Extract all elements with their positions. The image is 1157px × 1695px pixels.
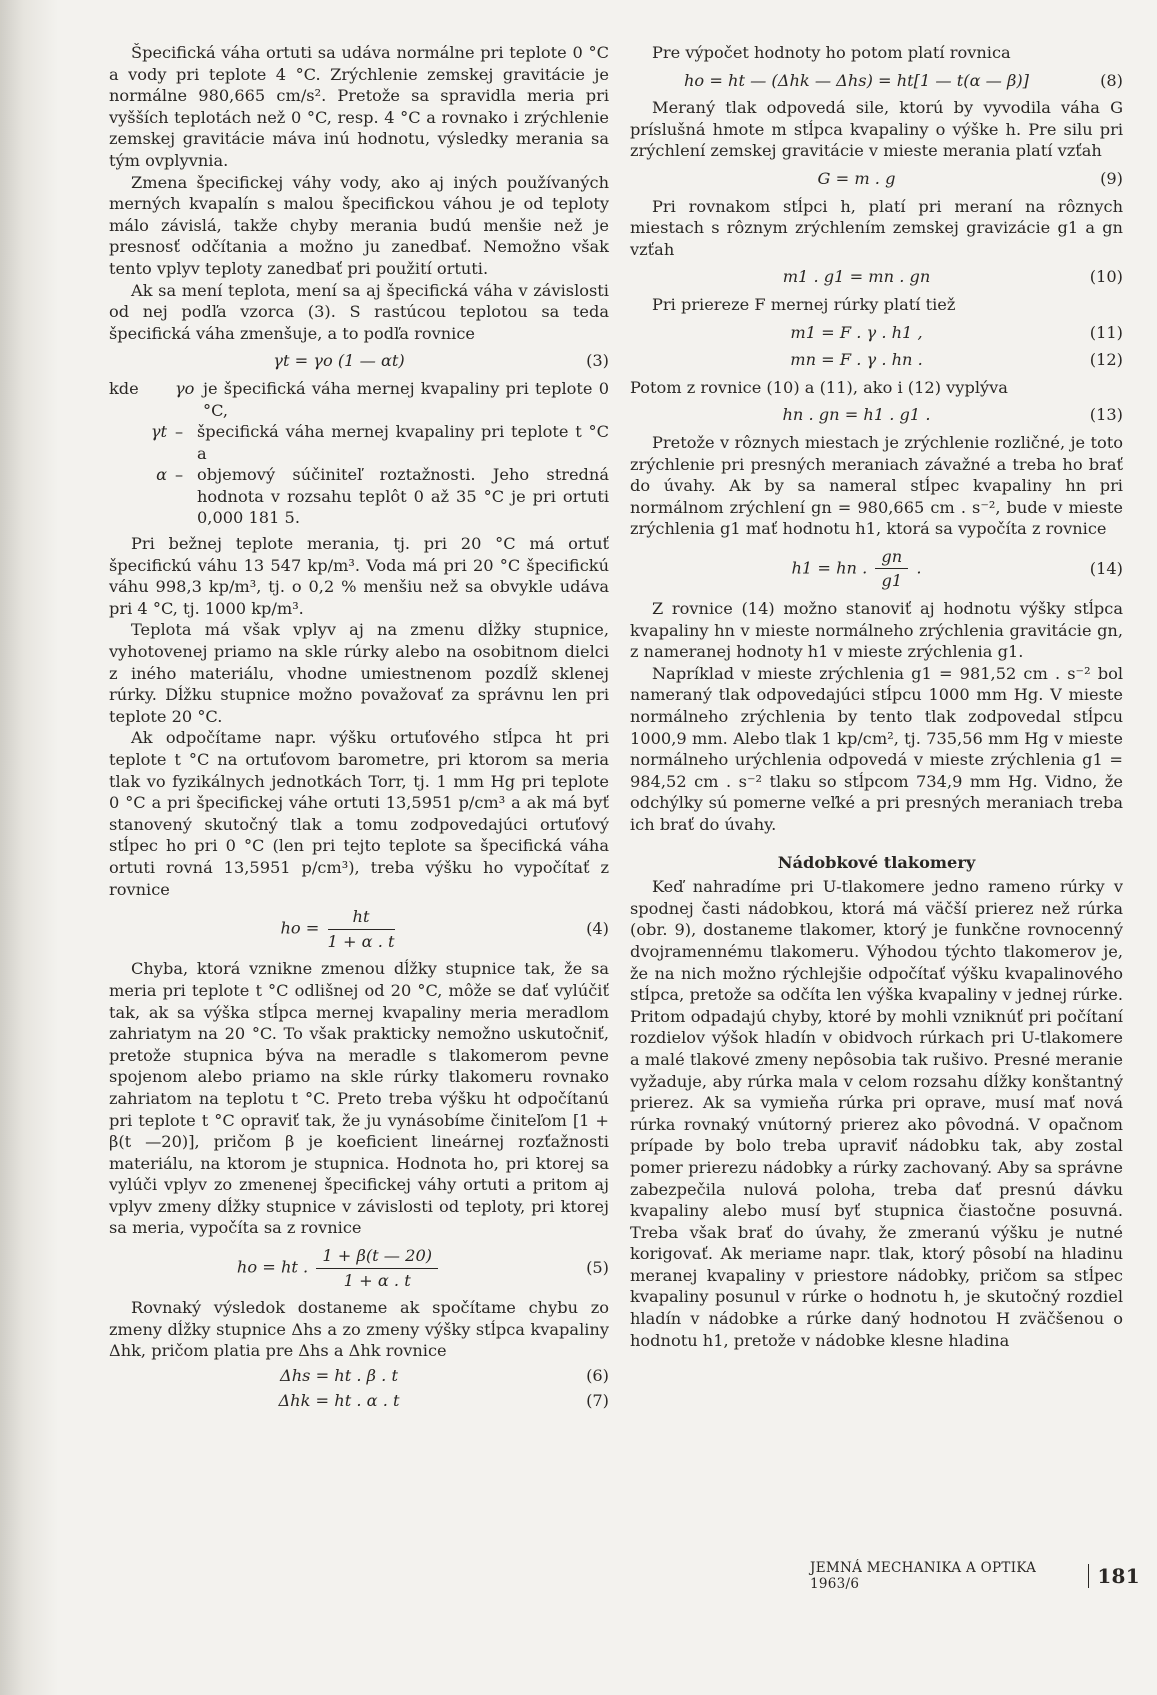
paragraph: Teplota má však vplyv aj na zmenu dĺžky stupnice, vyhotovenej priamo na skle rúrky alebo na osobitnom dielci z iného materiálu, vhodne umiestnenom pozdĺž sklenej rúrky. Dĺžku stupnice možno považovať za správnu len pri teplote 20 °C. bbox=[109, 620, 609, 726]
equation-9 bbox=[630, 168, 1123, 190]
equation-body: γt = γo (1 — αt) bbox=[273, 351, 405, 371]
equation-14 bbox=[630, 546, 1123, 592]
equation-number: (12) bbox=[1089, 350, 1123, 370]
equation-number: (14) bbox=[1089, 559, 1123, 579]
paragraph: Zmena špecifickej váhy vody, ako aj iných používaných merných kvapalín s malou špecifickou váhou je od teploty málo závislá, takže chyby merania budú menšie než je presnosť odčítania a možno ju zanedbať. Nemožno však tento vplyv teploty zanedbať pri použití ortuti. bbox=[109, 172, 609, 278]
paragraph: Pri priereze F mernej rúrky platí tiež bbox=[652, 294, 956, 314]
paragraph: Pre výpočet hodnoty ho potom platí rovnica bbox=[652, 43, 1011, 62]
paragraph: Pri rovnakom stĺpci h, platí pri meraní na rôznych miestach s rôznym zrýchlením zemskej gravizácie g1 a gn vzťah bbox=[630, 196, 1123, 259]
equation-body: m1 . g1 = mn . gn bbox=[782, 267, 931, 287]
fraction-numerator: 1 + β(t — 20) bbox=[316, 1245, 438, 1269]
paragraph: Rovnaký výsledok dostaneme ak spočítame chybu zo zmeny dĺžky stupnice Δhs a zo zmeny výšky stĺpca kvapaliny Δhk, pričom platia pre Δhs a Δhk rovnice bbox=[109, 1298, 609, 1361]
footer-divider bbox=[1088, 1564, 1089, 1588]
equation-number: (3) bbox=[586, 351, 609, 371]
page-binding-shadow bbox=[0, 0, 58, 1695]
definition-text: špecifická váha mernej kvapaliny pri teplote t °C a bbox=[197, 422, 609, 463]
paragraph: Špecifická váha ortuti sa udáva normálne pri teplote 0 °C a vody pri teplote 4 °C. Zrýchlenie zemskej gravitácie je normálne 980,665 cm/s². Pretože sa spravidla meria pri vyšších teplotách než 0 °C, resp. 4 °C a rovnako i zrýchlenie zemskej gravitácie máva inú hodnotu, výsledky merania sa tým ovplyvnia. bbox=[109, 43, 609, 170]
equation-body: hn . gn = h1 . g1 . bbox=[782, 405, 931, 425]
definition-dash: – bbox=[175, 465, 184, 485]
equation-8 bbox=[630, 70, 1123, 92]
equation-body: m1 = F . γ . h1 , bbox=[790, 322, 923, 342]
equation-body: G = m . g bbox=[817, 168, 896, 188]
equation-6 bbox=[109, 1365, 609, 1387]
section-heading: Nádobkové tlakomery bbox=[777, 852, 976, 872]
journal-title: JEMNÁ MECHANIKA A OPTIKA 1963/6 bbox=[810, 1560, 1037, 1592]
equation-number: (9) bbox=[1100, 168, 1123, 188]
equation-lhs: ho = ht . bbox=[236, 1257, 309, 1277]
equation-11 bbox=[630, 322, 1123, 344]
equation-number: (7) bbox=[586, 1390, 609, 1410]
paragraph: Ak odpočítame napr. výšku ortuťového stĺpca ht pri teplote t °C na ortuťovom barometre, pri ktorom sa meria tlak vo fyzikálnych jednotkách Torr, tj. 1 mm Hg pri teplote 0 °C a pri špecifickej váhe ortuti 13,5951 p/cm³ a ak má byť stanovený skutočný tlak a tomu zodpovedajúci ortuťový stĺpec ho pri 0 °C (len pri tejto teplote sa špecifická váha ortuti rovná 13,5951 p/cm³), treba výšku ho vypočítať z rovnice bbox=[109, 728, 609, 899]
equation-body: mn = F . γ . hn . bbox=[790, 350, 923, 370]
equation-7 bbox=[109, 1390, 609, 1412]
definition-text: je špecifická váha mernej kvapaliny pri teplote 0 °C, bbox=[203, 378, 609, 420]
definition-symbol: α bbox=[156, 465, 167, 485]
definition-symbol: γo bbox=[175, 378, 195, 398]
equation-5 bbox=[109, 1245, 609, 1291]
definition-item bbox=[109, 378, 609, 421]
left-column bbox=[109, 42, 609, 1414]
equation-number: (5) bbox=[586, 1258, 609, 1278]
equation-body: Δhk = ht . α . t bbox=[278, 1390, 400, 1410]
fraction-denominator: 1 + α . t bbox=[343, 1270, 411, 1290]
paragraph: Potom z rovnice (10) a (11), ako i (12) vyplýva bbox=[630, 377, 1008, 397]
fraction-numerator: ht bbox=[328, 906, 395, 930]
equation-3 bbox=[109, 350, 609, 372]
paragraph: Meraný tlak odpovedá sile, ktorú by vyvodila váha G príslušná hmote m stĺpca kvapaliny o výške h. Pre silu pri zrýchlení zemskej gravitácie v mieste merania platí vzťah bbox=[630, 98, 1123, 161]
equation-10 bbox=[630, 266, 1123, 288]
right-column bbox=[630, 42, 1123, 1351]
equation-lhs: h1 = hn . bbox=[791, 558, 868, 578]
equation-number: (13) bbox=[1089, 405, 1123, 425]
definition-symbol: γt bbox=[150, 422, 167, 442]
paragraph: Z rovnice (14) možno stanoviť aj hodnotu výšky stĺpca kvapaliny hn v mieste normálneho zrýchlenia gravitácie gn, z nameranej hodnoty h1 v mieste zrýchlenia g1. bbox=[630, 599, 1123, 662]
definition-item bbox=[109, 464, 609, 529]
paragraph: Napríklad v mieste zrýchlenia g1 = 981,52 cm . s⁻² bol nameraný tlak odpovedajúci stĺpcu 1000 mm Hg. V mieste normálneho zrýchlenia by tento tlak zodpovedal stĺpcu 1000,9 mm. Alebo tlak 1 kp/cm², tj. 735,56 mm Hg v mieste normálneho urýchlenia odpovedá v mieste zrýchlenia g1 = 984,52 cm . s⁻² tlaku so stĺpcom 734,9 mm Hg. Vidno, že odchýlky sú pomerne veľké a pri presných meraniach treba ich brať do úvahy. bbox=[630, 663, 1123, 834]
definition-dash: – bbox=[175, 422, 184, 442]
fraction-numerator: gn bbox=[875, 546, 908, 570]
definition-text: objemový súčiniteľ roztažnosti. Jeho stredná hodnota v rozsahu teplôt 0 až 35 °C je pri ortuti 0,000 181 5. bbox=[197, 465, 609, 528]
equation-number: (10) bbox=[1089, 267, 1123, 287]
equation-lhs: ho = bbox=[280, 918, 320, 938]
equation-tail: . bbox=[916, 558, 922, 578]
paragraph: Pri bežnej teplote merania, tj. pri 20 °C má ortuť špecifickú váhu 13 547 kp/m³. Voda má pri 20 °C špecifickú váhu 998,3 kp/m³, tj. o 0,2 % menšiu než sa obvykle udáva pri 4 °C, tj. 1000 kp/m³. bbox=[109, 534, 609, 618]
equation-body: ho = ht — (Δhk — Δhs) = ht[1 — t(α — β)] bbox=[684, 70, 1029, 90]
fraction bbox=[328, 906, 395, 952]
page-number: 181 bbox=[1097, 1564, 1140, 1588]
fraction bbox=[316, 1245, 438, 1291]
fraction-denominator: g1 bbox=[881, 571, 903, 591]
equation-body: Δhs = ht . β . t bbox=[280, 1366, 398, 1386]
equation-13 bbox=[630, 404, 1123, 426]
equation-4 bbox=[109, 906, 609, 952]
equation-12 bbox=[630, 349, 1123, 371]
equation-number: (6) bbox=[586, 1366, 609, 1386]
definition-item bbox=[109, 421, 609, 464]
definition-lead: kde bbox=[109, 378, 139, 398]
equation-number: (8) bbox=[1100, 70, 1123, 90]
equation-number: (4) bbox=[586, 919, 609, 939]
page-footer bbox=[810, 1560, 1140, 1592]
paragraph: Chyba, ktorá vznikne zmenou dĺžky stupnice tak, že sa meria pri teplote t °C odlišnej od 20 °C, môže se dať vylúčiť tak, ak sa výška stĺpca mernej kvapaliny meria meradlom zahriatym na 20 °C. To však prakticky nemožno uskutočniť, pretože stupnica býva na meradle s tlakomerom pevne spojenom alebo priamo na skle rúrky tlakomeru rovnako zahriatom na teplotu t °C. Preto treba výšku ht odpočítanú pri teplote t °C opraviť tak, že ju vynásobíme činiteľom [1 + β(t —20)], pričom β je koeficient lineárnej rozťažnosti materiálu, na ktorom je stupnica. Hodnota ho, pri ktorej sa vylúči vplyv zo zmenenej špecifickej váhy ortuti a pritom aj vplyv zmeny dĺžky stupnice v závislosti od teploty, pri ktorej sa meria, vypočíta sa z rovnice bbox=[109, 959, 609, 1238]
equation-number: (11) bbox=[1089, 322, 1123, 342]
fraction bbox=[875, 546, 908, 592]
paragraph: Ak sa mení teplota, mení sa aj špecifická váha v závislosti od nej podľa vzorca (3). S rastúcou teplotou sa teda špecifická váha zmenšuje, a to podľa rovnice bbox=[109, 280, 609, 343]
variable-definitions bbox=[109, 378, 609, 529]
paragraph: Pretože v rôznych miestach je zrýchlenie rozličné, je toto zrýchlenie pri presných meraniach závažné a treba ho brať do úvahy. Ak by sa nameral stĺpec kvapaliny hn pri normálnom zrýchlení gn = 980,665 cm . s⁻², bude v mieste zrýchlenia g1 mať hodnotu h1, ktorá sa vypočíta z rovnice bbox=[630, 432, 1123, 539]
fraction-denominator: 1 + α . t bbox=[327, 931, 395, 951]
paragraph: Keď nahradíme pri U-tlakomere jedno rameno rúrky v spodnej časti nádobkou, ktorá má väčší prierez než rúrka (obr. 9), dostaneme tlakomer, ktorý je funkčne rovnocenný dvojramennému tlakomeru. Výhodou týchto tlakomerov je, že na nich možno rýchlejšie odpočítať výšku kvapalinového stĺpca, pretože sa odčíta len výška kvapaliny v jednej rúrke. Pritom odpadajú chyby, ktoré by mohli vzniknúť pri počítaní rozdielov výšok hladín v obidvoch rúrkach pri U-tlakomere a malé tlakové zmeny nepôsobia tak rušivo. Presné meranie vyžaduje, aby rúrka mala v celom rozsahu dĺžky konštantný prierez. Ak sa vymieňa rúrka pri oprave, musí mať nová rúrka rovnaký vnútorný prierez ako pôvodná. V opačnom prípade by bolo treba upraviť nádobku tak, aby zostal pomer prierezu nádobky a rúrky zachovaný. Aby sa správne zabezpečila nulová poloha, treba dať presnú dávku kvapaliny alebo musí byť stupnica čiastočne posuvná. Treba však brať do úvahy, že zmeranú výšku je nutné korigovať. Ak meriame napr. tlak, ktorý pôsobí na hladinu meranej kvapaliny v priestore nádobky, pričom sa stĺpec kvapaliny posunul v rúrke o hodnotu h, je skutočný rozdiel hladín v nádobke a rúrke daný hodnotou H zväčšenou o hodnotu h1, pretože v nádobke klesne hladina bbox=[630, 877, 1123, 1350]
